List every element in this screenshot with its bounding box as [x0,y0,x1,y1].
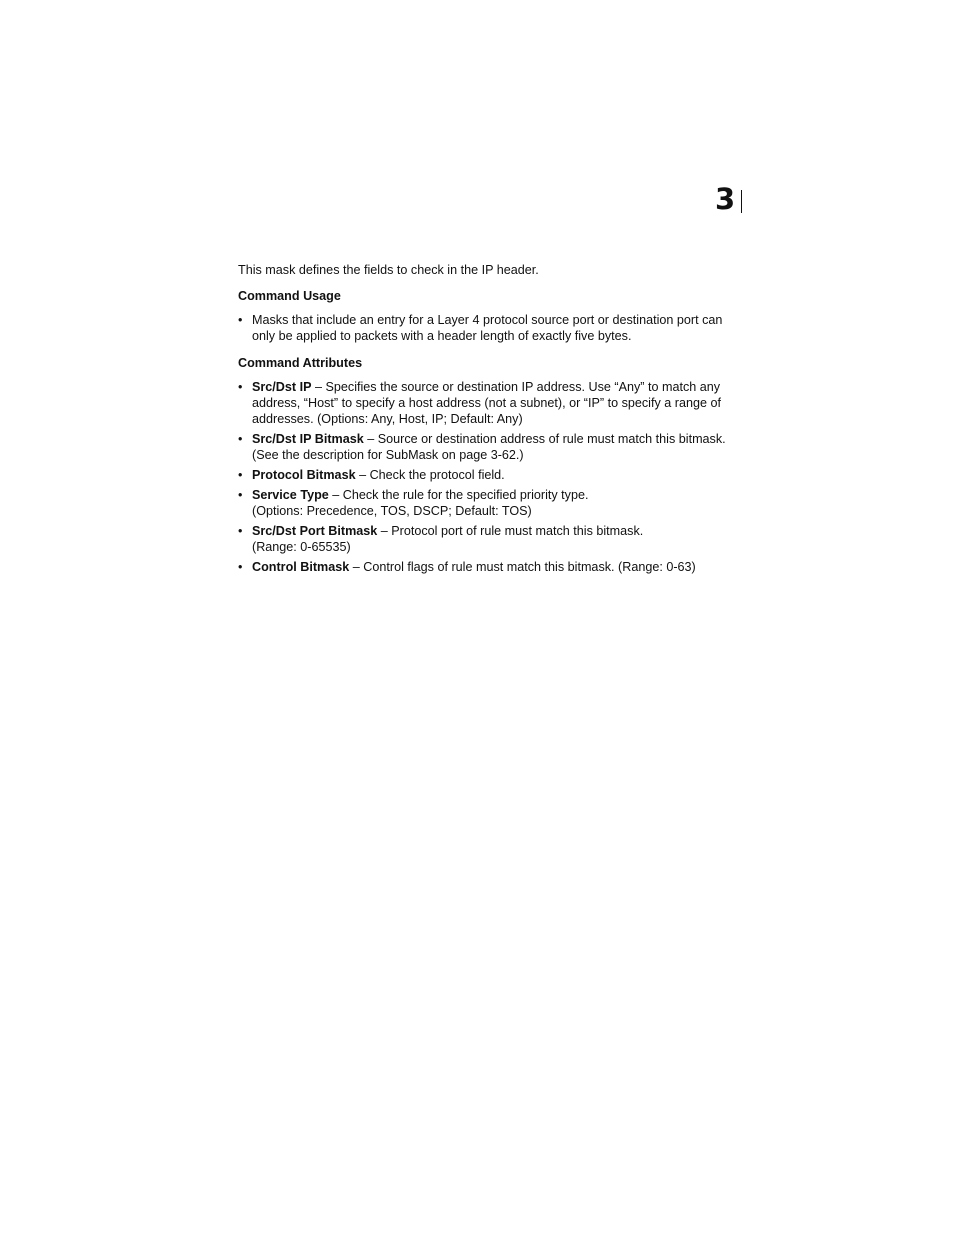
list-item [238,487,728,519]
attribute-description: – Specifies the source or destination IP address. Use “Any” to match any address, “Host” to specify a host address (not a subnet), or “IP” to specify a range of addresses. (Options: Any, Host, IP; Default: Any) [252,380,721,426]
attribute-options: (Options: Precedence, TOS, DSCP; Default: TOS) [252,504,532,518]
bullet: • [238,432,243,446]
list-item [238,431,728,463]
chapter-rule [741,190,742,213]
list-item [238,523,728,555]
page-content [238,262,728,579]
command-usage-heading: Command Usage [238,289,341,303]
bullet: • [238,468,243,482]
list-item [238,379,728,427]
attribute-description: – Source or destination address of rule must match this bitmask. (See the description for SubMask on page 3-62.) [252,432,726,462]
attribute-description: – Check the protocol field. [355,468,505,482]
attribute-description: – Check the rule for the specified priority type. [328,488,589,502]
bullet: • [238,380,243,394]
command-attributes-heading: Command Attributes [238,356,363,370]
attribute-description: – Control flags of rule must match this bitmask. (Range: 0-63) [349,560,696,574]
attribute-term: Src/Dst IP Bitmask [252,432,364,446]
bullet: • [238,488,243,502]
bullet: • [238,313,243,327]
attribute-term: Protocol Bitmask [252,468,356,482]
intro-paragraph: This mask defines the fields to check in the IP header. [238,263,539,277]
list-item [238,467,728,483]
list-item [238,312,728,344]
command-usage-list [238,312,728,344]
attribute-term: Control Bitmask [252,560,350,574]
attribute-term: Src/Dst IP [252,380,312,394]
list-item [238,559,728,575]
bullet: • [238,524,243,538]
chapter-number: 3 [715,182,735,216]
attribute-description: – Protocol port of rule must match this bitmask. [377,524,644,538]
bullet: • [238,560,243,574]
usage-item-text: Masks that include an entry for a Layer 4 protocol source port or destination port can only be applied to packets with a header length of exactly five bytes. [252,313,723,343]
attribute-term: Service Type [252,488,329,502]
attribute-term: Src/Dst Port Bitmask [252,524,378,538]
attribute-options: (Range: 0-65535) [252,540,351,554]
chapter-marker [713,182,745,216]
command-attributes-list [238,379,728,575]
